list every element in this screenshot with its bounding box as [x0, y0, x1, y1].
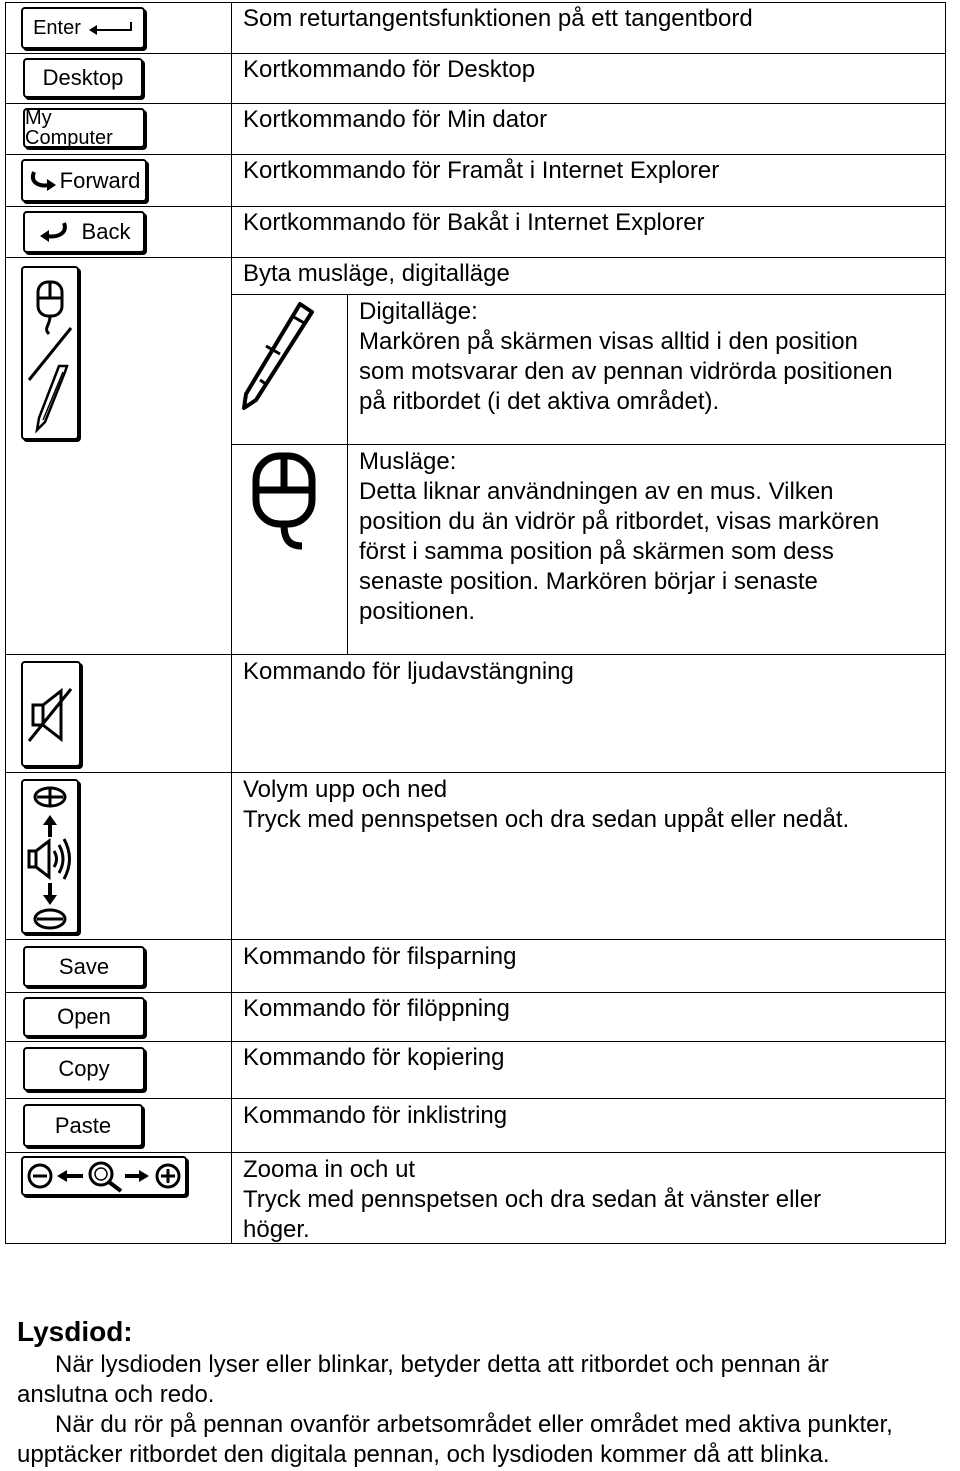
open-key-icon — [23, 997, 145, 1037]
row-line — [5, 772, 946, 773]
volume-key-icon — [21, 779, 79, 934]
enter-key-label: Enter — [33, 17, 81, 39]
desktop-description: Kortkommando för Desktop — [243, 56, 536, 83]
mouse-mode-line: först i samma position på skärmen som dess — [359, 538, 834, 565]
zoom-slider-icon — [23, 1158, 185, 1194]
copy-key-icon — [23, 1047, 145, 1091]
mute-description: Kommando för ljudavstängning — [243, 658, 574, 685]
mouse-icon — [252, 452, 316, 550]
led-paragraph-line: När lysdioden lyser eller blinkar, betyder detta att ritbordet och pennan är — [55, 1351, 829, 1378]
zoom-title: Zooma in och ut — [243, 1156, 416, 1183]
row-line — [5, 1041, 946, 1042]
led-paragraph-line: När du rör på pennan ovanför arbetsområdet eller området med aktiva punkter, — [55, 1411, 893, 1438]
paste-description: Kommando för inklistring — [243, 1102, 508, 1129]
mute-speaker-icon — [23, 663, 79, 765]
digital-mode-line: på ritbordet (i det aktiva området). — [359, 388, 720, 415]
led-paragraph-line: anslutna och redo. — [17, 1381, 215, 1408]
digital-mode-line: som motsvarar den av pennan vidrörda positionen — [359, 358, 893, 385]
mouse-mode-line: Detta liknar användningen av en mus. Vilken — [359, 478, 834, 505]
row-line — [5, 154, 946, 155]
mouse-mode-line: positionen. — [359, 598, 476, 625]
enter-description: Som returtangentsfunktionen på ett tangentbord — [243, 5, 753, 32]
row-line — [5, 53, 946, 54]
mute-key-icon — [21, 661, 81, 767]
pen-icon — [238, 300, 318, 416]
row-line — [5, 654, 946, 655]
row-line — [231, 444, 946, 445]
forward-arrow-icon — [28, 170, 58, 192]
volume-slider-icon — [23, 781, 77, 932]
table-border-right — [945, 2, 946, 1244]
row-line — [5, 103, 946, 104]
table-border-left — [5, 2, 6, 1244]
row-line — [231, 294, 946, 295]
mouse-mode-line: senaste position. Markören börjar i senaste — [359, 568, 818, 595]
my-computer-description: Kortkommando för Min dator — [243, 106, 548, 133]
desktop-key-icon — [23, 58, 143, 98]
paste-key-label: Paste — [54, 1112, 112, 1138]
save-key-icon — [23, 946, 145, 987]
back-key-label: Back — [81, 219, 131, 244]
open-key-label: Open — [57, 1004, 111, 1029]
save-key-label: Save — [58, 953, 110, 979]
enter-key-icon — [21, 7, 145, 49]
return-arrow-icon — [87, 20, 133, 36]
back-description: Kortkommando för Bakåt i Internet Explorer — [243, 209, 705, 236]
mouse-pen-switch-icon — [23, 268, 77, 438]
row-line — [5, 1243, 946, 1244]
my-computer-key-icon — [23, 108, 145, 148]
forward-key-label: Forward — [59, 167, 141, 193]
forward-key-icon — [21, 159, 147, 202]
mouse-mode-line: position du än vidrör på ritbordet, visas markören — [359, 508, 880, 535]
back-key-icon — [23, 211, 145, 253]
zoom-key-icon — [21, 1156, 187, 1196]
row-line — [5, 1152, 946, 1153]
mode-sub-divider — [347, 294, 348, 654]
mouse-mode-heading: Musläge: — [359, 448, 457, 475]
led-heading: Lysdiod: — [17, 1316, 133, 1347]
paste-key-icon — [23, 1104, 143, 1147]
volume-description: Tryck med pennspetsen och dra sedan uppåt eller nedåt. — [243, 806, 850, 833]
copy-description: Kommando för kopiering — [243, 1044, 505, 1071]
desktop-key-label: Desktop — [42, 65, 124, 90]
copy-key-label: Copy — [58, 1056, 110, 1081]
table-column-divider — [231, 2, 232, 1244]
row-line — [5, 257, 946, 258]
led-paragraph-line: upptäcker ritbordet den digitala pennan, och lysdioden kommer då att blinka. — [17, 1441, 830, 1468]
digital-mode-heading: Digitalläge: — [359, 298, 478, 325]
row-line — [5, 206, 946, 207]
zoom-description: Tryck med pennspetsen och dra sedan åt vänster eller — [243, 1186, 822, 1213]
save-description: Kommando för filsparning — [243, 943, 517, 970]
mode-switch-title: Byta musläge, digitalläge — [243, 260, 510, 287]
back-arrow-icon — [38, 221, 68, 243]
zoom-description: höger. — [243, 1216, 310, 1243]
digital-mode-line: Markören på skärmen visas alltid i den position — [359, 328, 858, 355]
forward-description: Kortkommando för Framåt i Internet Explorer — [243, 157, 720, 184]
open-description: Kommando för filöppning — [243, 995, 510, 1022]
row-line — [5, 1098, 946, 1099]
row-line — [5, 992, 946, 993]
my-computer-key-label: My Computer — [25, 107, 113, 149]
volume-title: Volym upp och ned — [243, 776, 448, 803]
row-line — [5, 2, 946, 3]
mode-switch-key-icon — [21, 266, 79, 440]
row-line — [5, 939, 946, 940]
